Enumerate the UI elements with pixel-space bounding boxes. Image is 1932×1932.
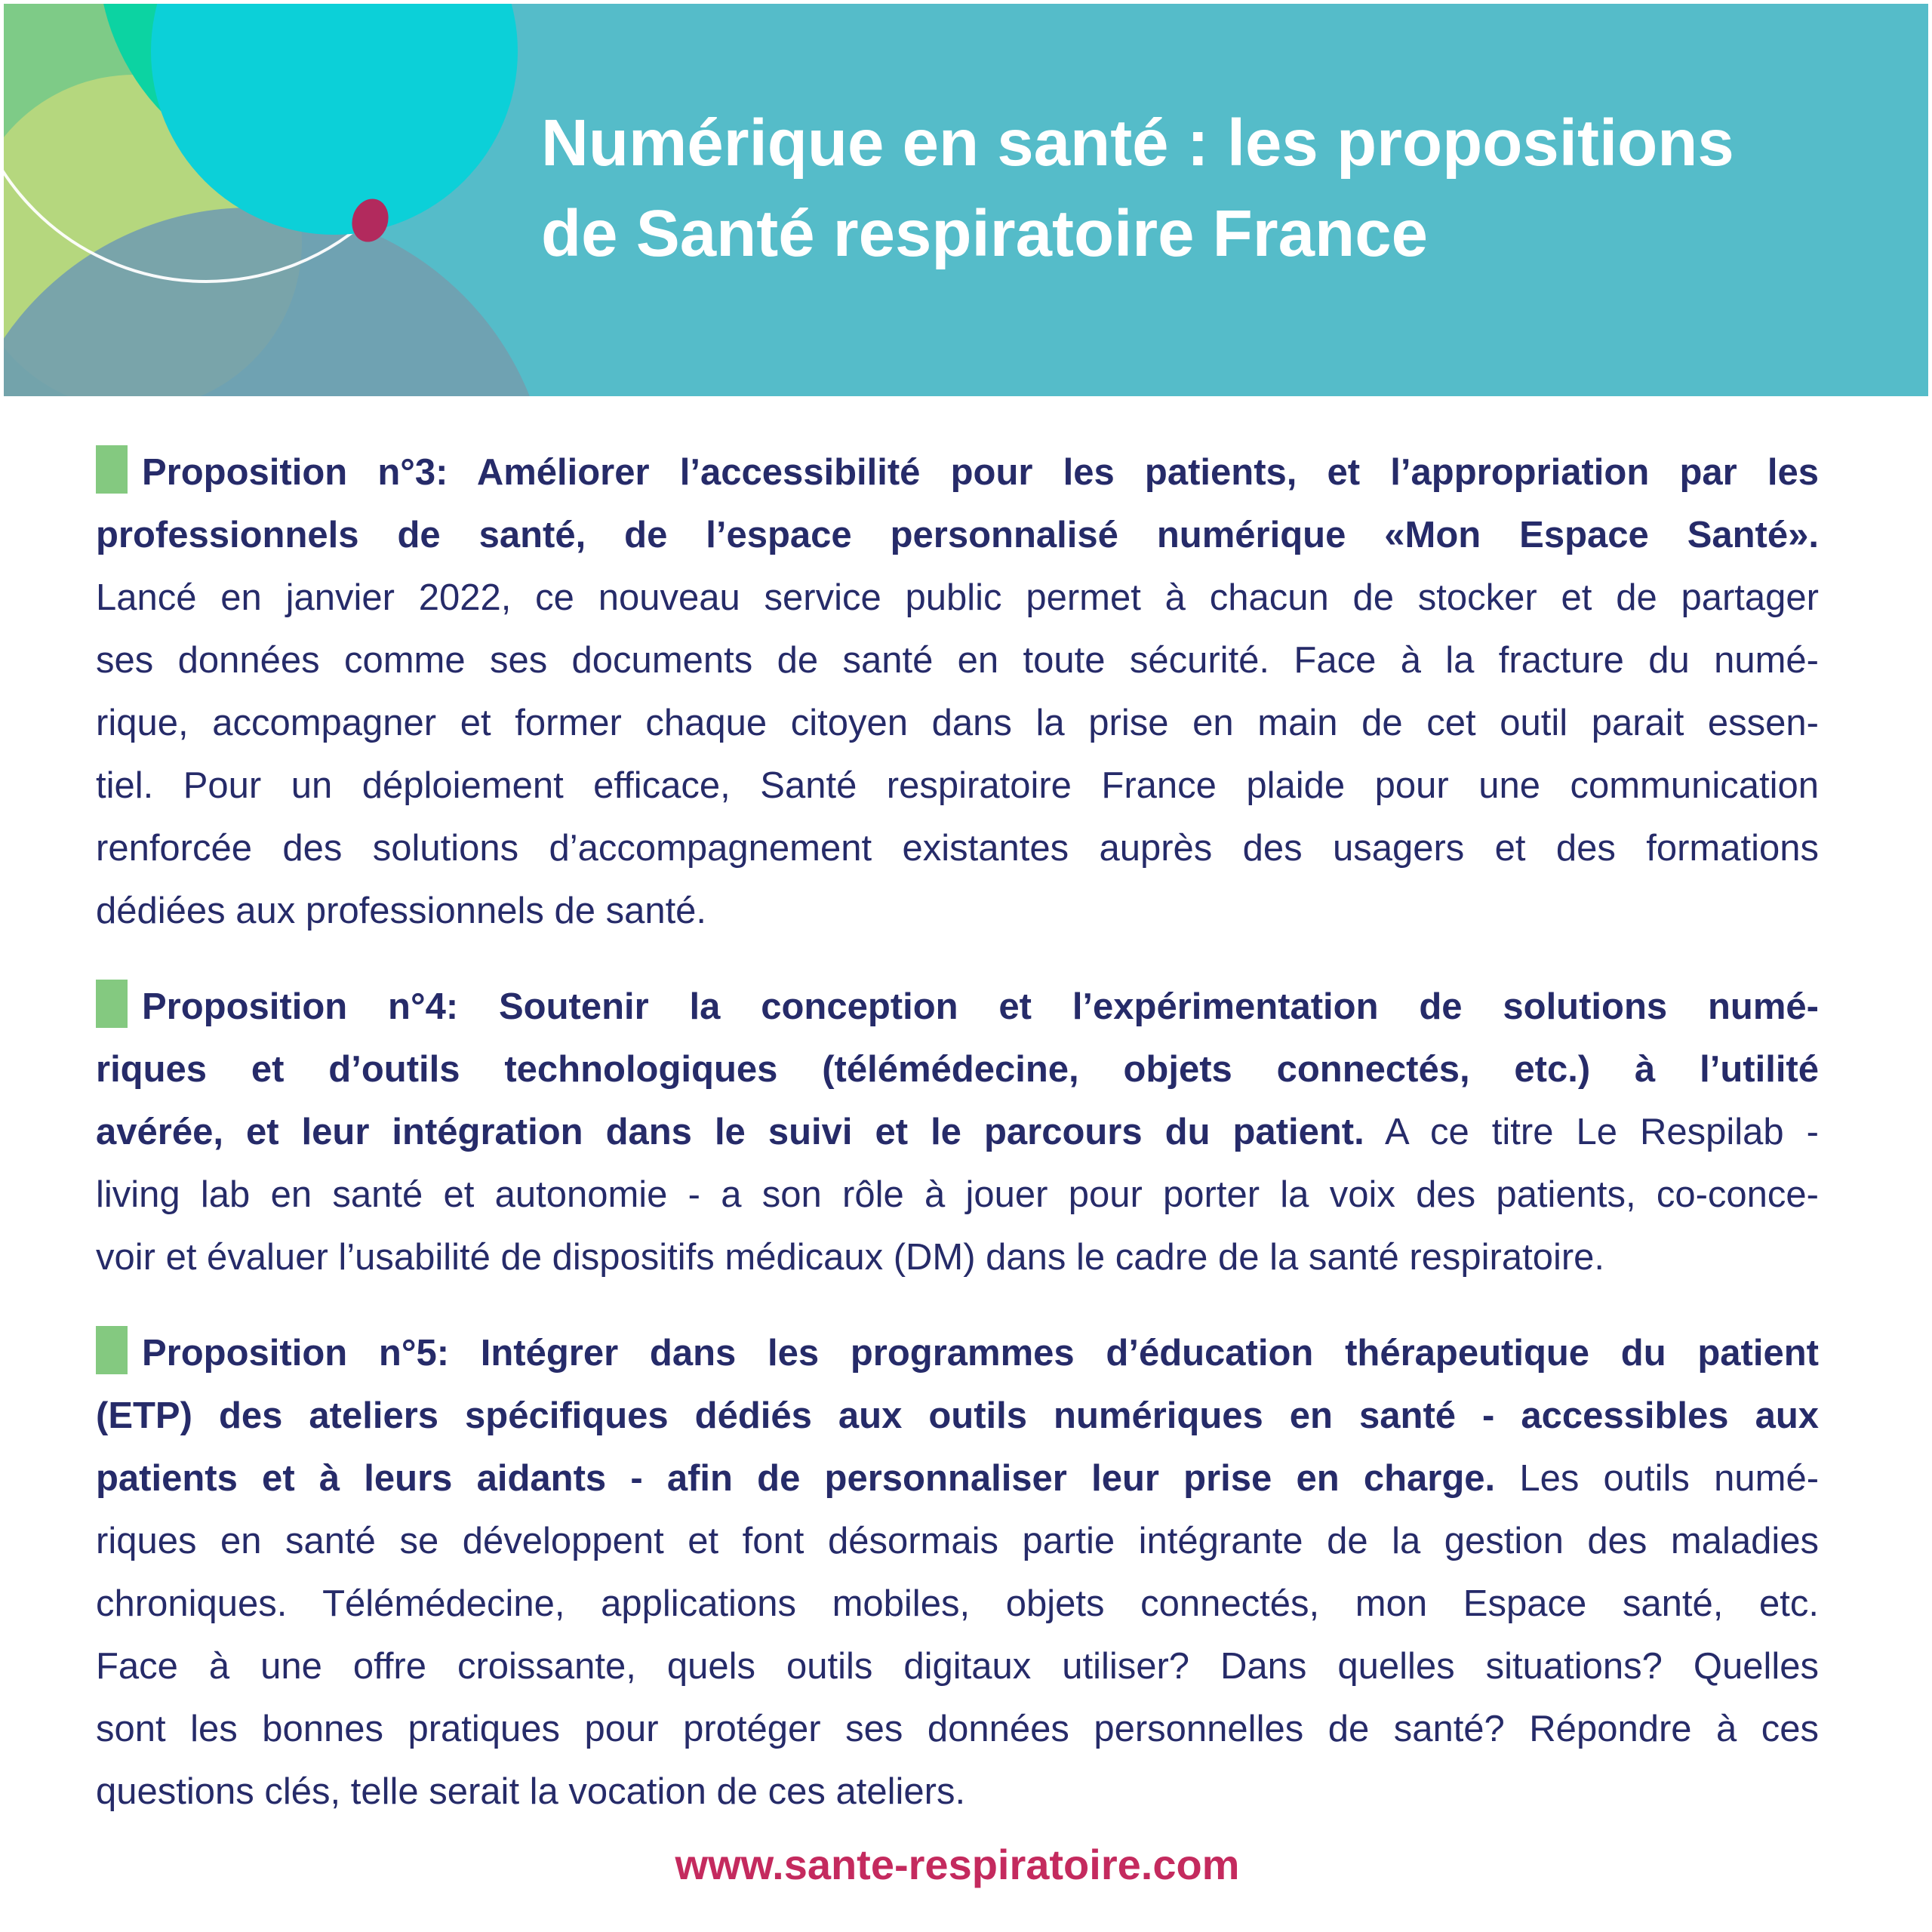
bold-text-segment: Proposition n°5: Intégrer dans les programmes d’éducation thérapeutique du patient <box>142 1333 1819 1374</box>
green-bullet-marker <box>96 445 128 494</box>
bold-text-segment: riques et d’outils technologiques (télémédecine, objets connectés, etc.) à l’utilité <box>96 1049 1819 1090</box>
text-segment: Lancé en janvier 2022, ce nouveau service public permet à chacun de stocker et de partager <box>96 577 1819 618</box>
text-segment: living lab en santé et autonomie - a son rôle à jouer pour porter la voix des patients, co-conce- <box>96 1174 1819 1215</box>
text-segment: rique, accompagner et former chaque citoyen dans la prise en main de cet outil parait essen- <box>96 703 1819 743</box>
bold-text-segment: Proposition n°3: Améliorer l’accessibilité pour les patients, et l’appropriation par les <box>142 452 1819 493</box>
text-line <box>96 1510 1819 1573</box>
text-line <box>96 629 1819 692</box>
text-line <box>96 880 1819 943</box>
page-title-line-1: Numérique en santé : les propositions <box>541 106 1734 180</box>
text-segment: sont les bonnes pratiques pour protéger ses données personnelles de santé? Répondre à ces <box>96 1709 1819 1749</box>
text-line <box>96 1385 1819 1447</box>
text-segment: Les outils numé- <box>1495 1458 1820 1499</box>
text-line <box>96 1038 1819 1101</box>
text-line <box>96 976 1819 1038</box>
text-segment: voir et évaluer l’usabilité de dispositifs médicaux (DM) dans le cadre de la santé respiratoire. <box>96 1237 1605 1278</box>
green-bullet-marker <box>96 980 128 1028</box>
header-banner <box>4 4 1928 396</box>
green-bullet-marker <box>96 1326 128 1374</box>
text-line <box>96 1573 1819 1635</box>
article-body <box>0 441 1932 1857</box>
bold-text-segment: patients et à leurs aidants - afin de personnaliser leur prise en charge. <box>96 1458 1496 1499</box>
bold-text-segment: (ETP) des ateliers spécifiques dédiés aux outils numériques en santé - accessibles aux <box>96 1395 1819 1436</box>
text-line <box>96 1164 1819 1226</box>
text-segment: dédiées aux professionnels de santé. <box>96 891 707 931</box>
text-line <box>96 441 1819 504</box>
text-segment: ses données comme ses documents de santé en toute sécurité. Face à la fracture du numé- <box>96 640 1819 681</box>
text-segment: A ce titre Le Respilab - <box>1364 1112 1819 1152</box>
paragraph-proposition-5 <box>96 1322 1819 1823</box>
text-segment: questions clés, telle serait la vocation de ces ateliers. <box>96 1771 966 1812</box>
text-line <box>96 1101 1819 1164</box>
text-line <box>96 567 1819 629</box>
text-segment: tiel. Pour un déploiement efficace, Santé respiratoire France plaide pour une communication <box>96 765 1819 806</box>
paragraph-proposition-4 <box>96 976 1819 1289</box>
text-line <box>96 1447 1819 1510</box>
text-segment: riques en santé se développent et font désormais partie intégrante de la gestion des maladies <box>96 1521 1819 1561</box>
page-title-line-2: de Santé respiratoire France <box>541 197 1428 270</box>
text-line <box>96 504 1819 567</box>
text-line <box>96 1635 1819 1698</box>
text-line <box>96 1761 1819 1823</box>
page-title <box>541 98 1734 279</box>
footer <box>96 1840 1819 1889</box>
website-link[interactable]: www.sante-respiratoire.com <box>675 1841 1240 1888</box>
bold-text-segment: professionnels de santé, de l’espace personnalisé numérique «Mon Espace Santé». <box>96 515 1819 555</box>
text-line <box>96 817 1819 880</box>
bold-text-segment: avérée, et leur intégration dans le suivi et le parcours du patient. <box>96 1112 1364 1152</box>
text-line <box>96 755 1819 817</box>
text-line <box>96 1698 1819 1761</box>
text-segment: renforcée des solutions d’accompagnement existantes auprès des usagers et des formations <box>96 828 1819 869</box>
bold-text-segment: Proposition n°4: Soutenir la conception et l’expérimentation de solutions numé- <box>142 986 1819 1027</box>
text-segment: chroniques. Télémédecine, applications mobiles, objets connectés, mon Espace santé, etc. <box>96 1583 1819 1624</box>
text-line <box>96 1226 1819 1289</box>
text-line <box>96 1322 1819 1385</box>
paragraph-proposition-3 <box>96 441 1819 943</box>
text-segment: Face à une offre croissante, quels outils digitaux utiliser? Dans quelles situations? Quelles <box>96 1646 1819 1687</box>
text-line <box>96 692 1819 755</box>
